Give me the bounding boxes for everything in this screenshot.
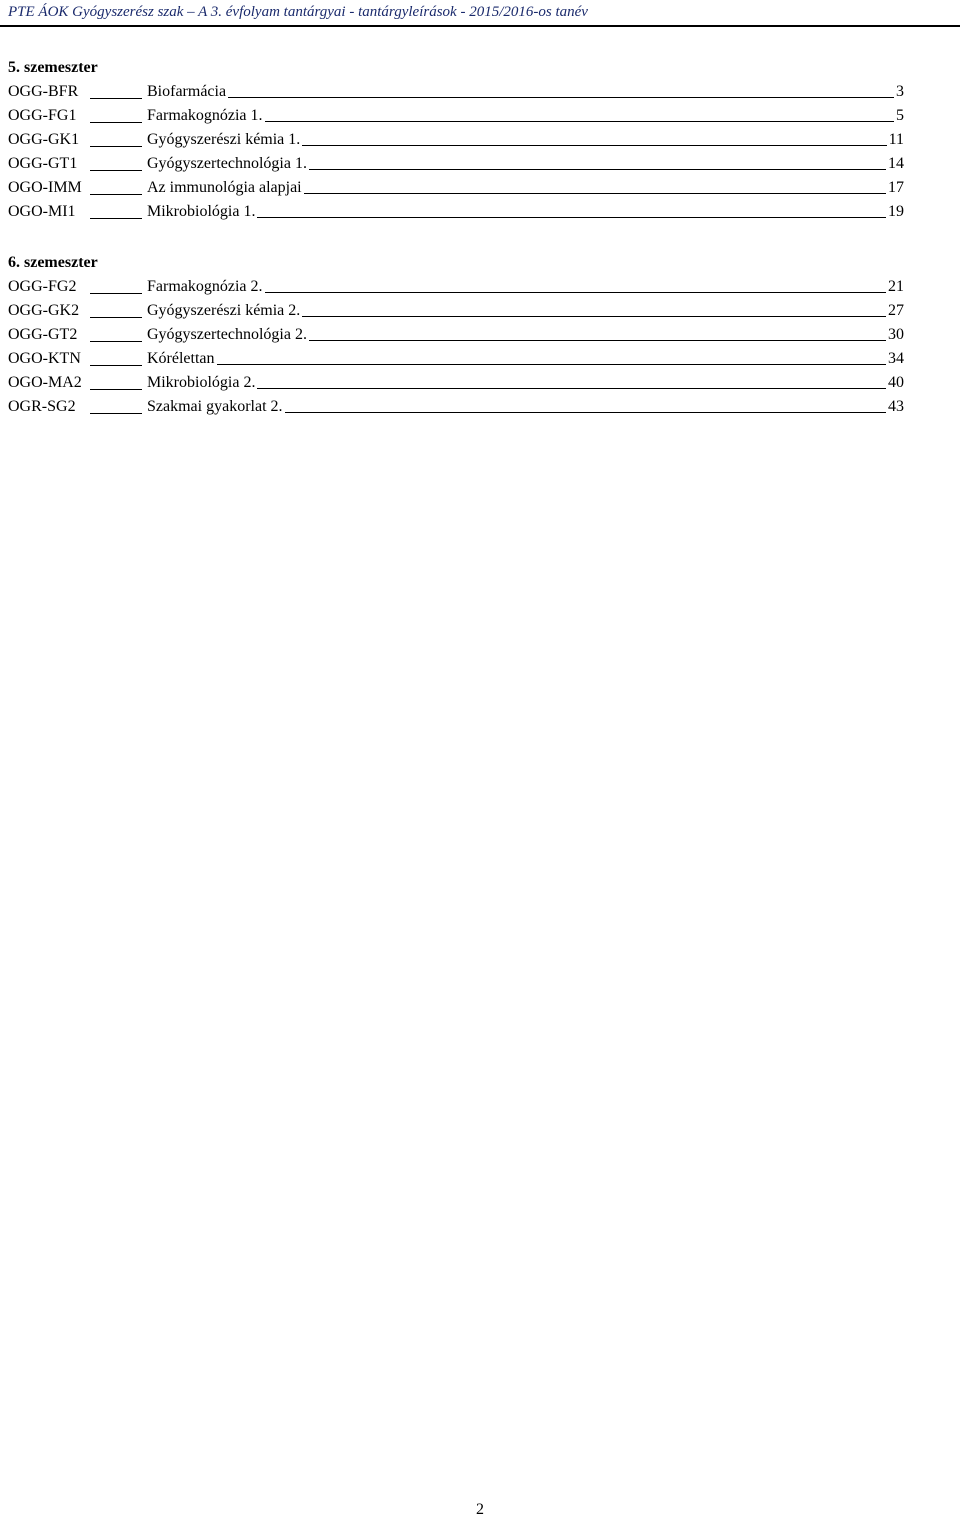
- page-ref: 43: [888, 398, 904, 415]
- course-title: Biofarmácia: [147, 83, 227, 100]
- course-title: Farmakognózia 1.: [147, 107, 263, 124]
- leader-line: [257, 371, 886, 389]
- code-underline: [90, 365, 142, 366]
- page-ref: 3: [896, 83, 904, 100]
- toc-entry[interactable]: [8, 152, 904, 176]
- toc-entry[interactable]: [8, 200, 904, 224]
- toc-entry[interactable]: [8, 275, 904, 299]
- toc-entry[interactable]: [8, 299, 904, 323]
- toc-entry[interactable]: [8, 176, 904, 200]
- course-code: OGR-SG2: [8, 398, 76, 415]
- code-underline: [90, 170, 142, 171]
- toc-entry[interactable]: [8, 104, 904, 128]
- leader-line: [309, 152, 886, 170]
- code-underline: [90, 218, 142, 219]
- header-divider: [0, 25, 960, 27]
- course-code: OGG-BFR: [8, 83, 79, 100]
- course-title: Gyógyszerészi kémia 1.: [147, 131, 301, 148]
- course-title: Az immunológia alapjai: [147, 179, 302, 196]
- leader-line: [304, 176, 886, 194]
- page-ref: 5: [896, 107, 904, 124]
- code-underline: [90, 341, 142, 342]
- toc-entry[interactable]: [8, 323, 904, 347]
- course-title: Mikrobiológia 1.: [147, 203, 256, 220]
- toc-entry[interactable]: [8, 395, 904, 419]
- toc-entry[interactable]: [8, 371, 904, 395]
- course-title: Mikrobiológia 2.: [147, 374, 256, 391]
- page-ref: 21: [888, 278, 904, 295]
- code-underline: [90, 293, 142, 294]
- page-ref: 14: [888, 155, 904, 172]
- toc-entry[interactable]: [8, 128, 904, 152]
- leader-line: [285, 395, 886, 413]
- page-ref: 17: [888, 179, 904, 196]
- leader-line: [228, 80, 894, 98]
- section-heading: 5. szemeszter: [8, 59, 98, 76]
- page-number: 2: [476, 1501, 484, 1518]
- course-title: Gyógyszertechnológia 2.: [147, 326, 307, 343]
- page-ref: 19: [888, 203, 904, 220]
- leader-line: [217, 347, 886, 365]
- course-code: OGG-GK2: [8, 302, 80, 319]
- course-code: OGO-KTN: [8, 350, 81, 367]
- page-ref: 11: [888, 131, 904, 148]
- toc-section-semester-5: [8, 56, 904, 224]
- course-code: OGG-GT2: [8, 326, 78, 343]
- code-underline: [90, 122, 142, 123]
- page-ref: 34: [888, 350, 904, 367]
- code-underline: [90, 413, 142, 414]
- page-ref: 40: [888, 374, 904, 391]
- code-underline: [90, 389, 142, 390]
- leader-line: [265, 275, 886, 293]
- code-underline: [90, 98, 142, 99]
- leader-line: [265, 104, 894, 122]
- code-underline: [90, 194, 142, 195]
- leader-line: [302, 128, 886, 146]
- toc-entry[interactable]: [8, 347, 904, 371]
- toc-entry[interactable]: [8, 80, 904, 104]
- running-header: PTE ÁOK Gyógyszerész szak – A 3. évfolyam tantárgyai - tantárgyleírások - 2015/2016-os tanév: [8, 4, 588, 20]
- course-title: Gyógyszerészi kémia 2.: [147, 302, 301, 319]
- toc-section-semester-6: [8, 251, 904, 419]
- leader-line: [257, 200, 886, 218]
- course-title: Szakmai gyakorlat 2.: [147, 398, 283, 415]
- course-code: OGO-MA2: [8, 374, 82, 391]
- course-code: OGG-FG2: [8, 278, 77, 295]
- course-code: OGO-MI1: [8, 203, 76, 220]
- section-heading: 6. szemeszter: [8, 254, 98, 271]
- course-code: OGO-IMM: [8, 179, 82, 196]
- leader-line: [309, 323, 886, 341]
- code-underline: [90, 146, 142, 147]
- leader-line: [302, 299, 886, 317]
- course-code: OGG-GK1: [8, 131, 80, 148]
- course-title: Farmakognózia 2.: [147, 278, 263, 295]
- course-title: Kórélettan: [147, 350, 215, 367]
- course-code: OGG-FG1: [8, 107, 77, 124]
- course-title: Gyógyszertechnológia 1.: [147, 155, 307, 172]
- page-ref: 27: [888, 302, 904, 319]
- course-code: OGG-GT1: [8, 155, 78, 172]
- page-ref: 30: [888, 326, 904, 343]
- code-underline: [90, 317, 142, 318]
